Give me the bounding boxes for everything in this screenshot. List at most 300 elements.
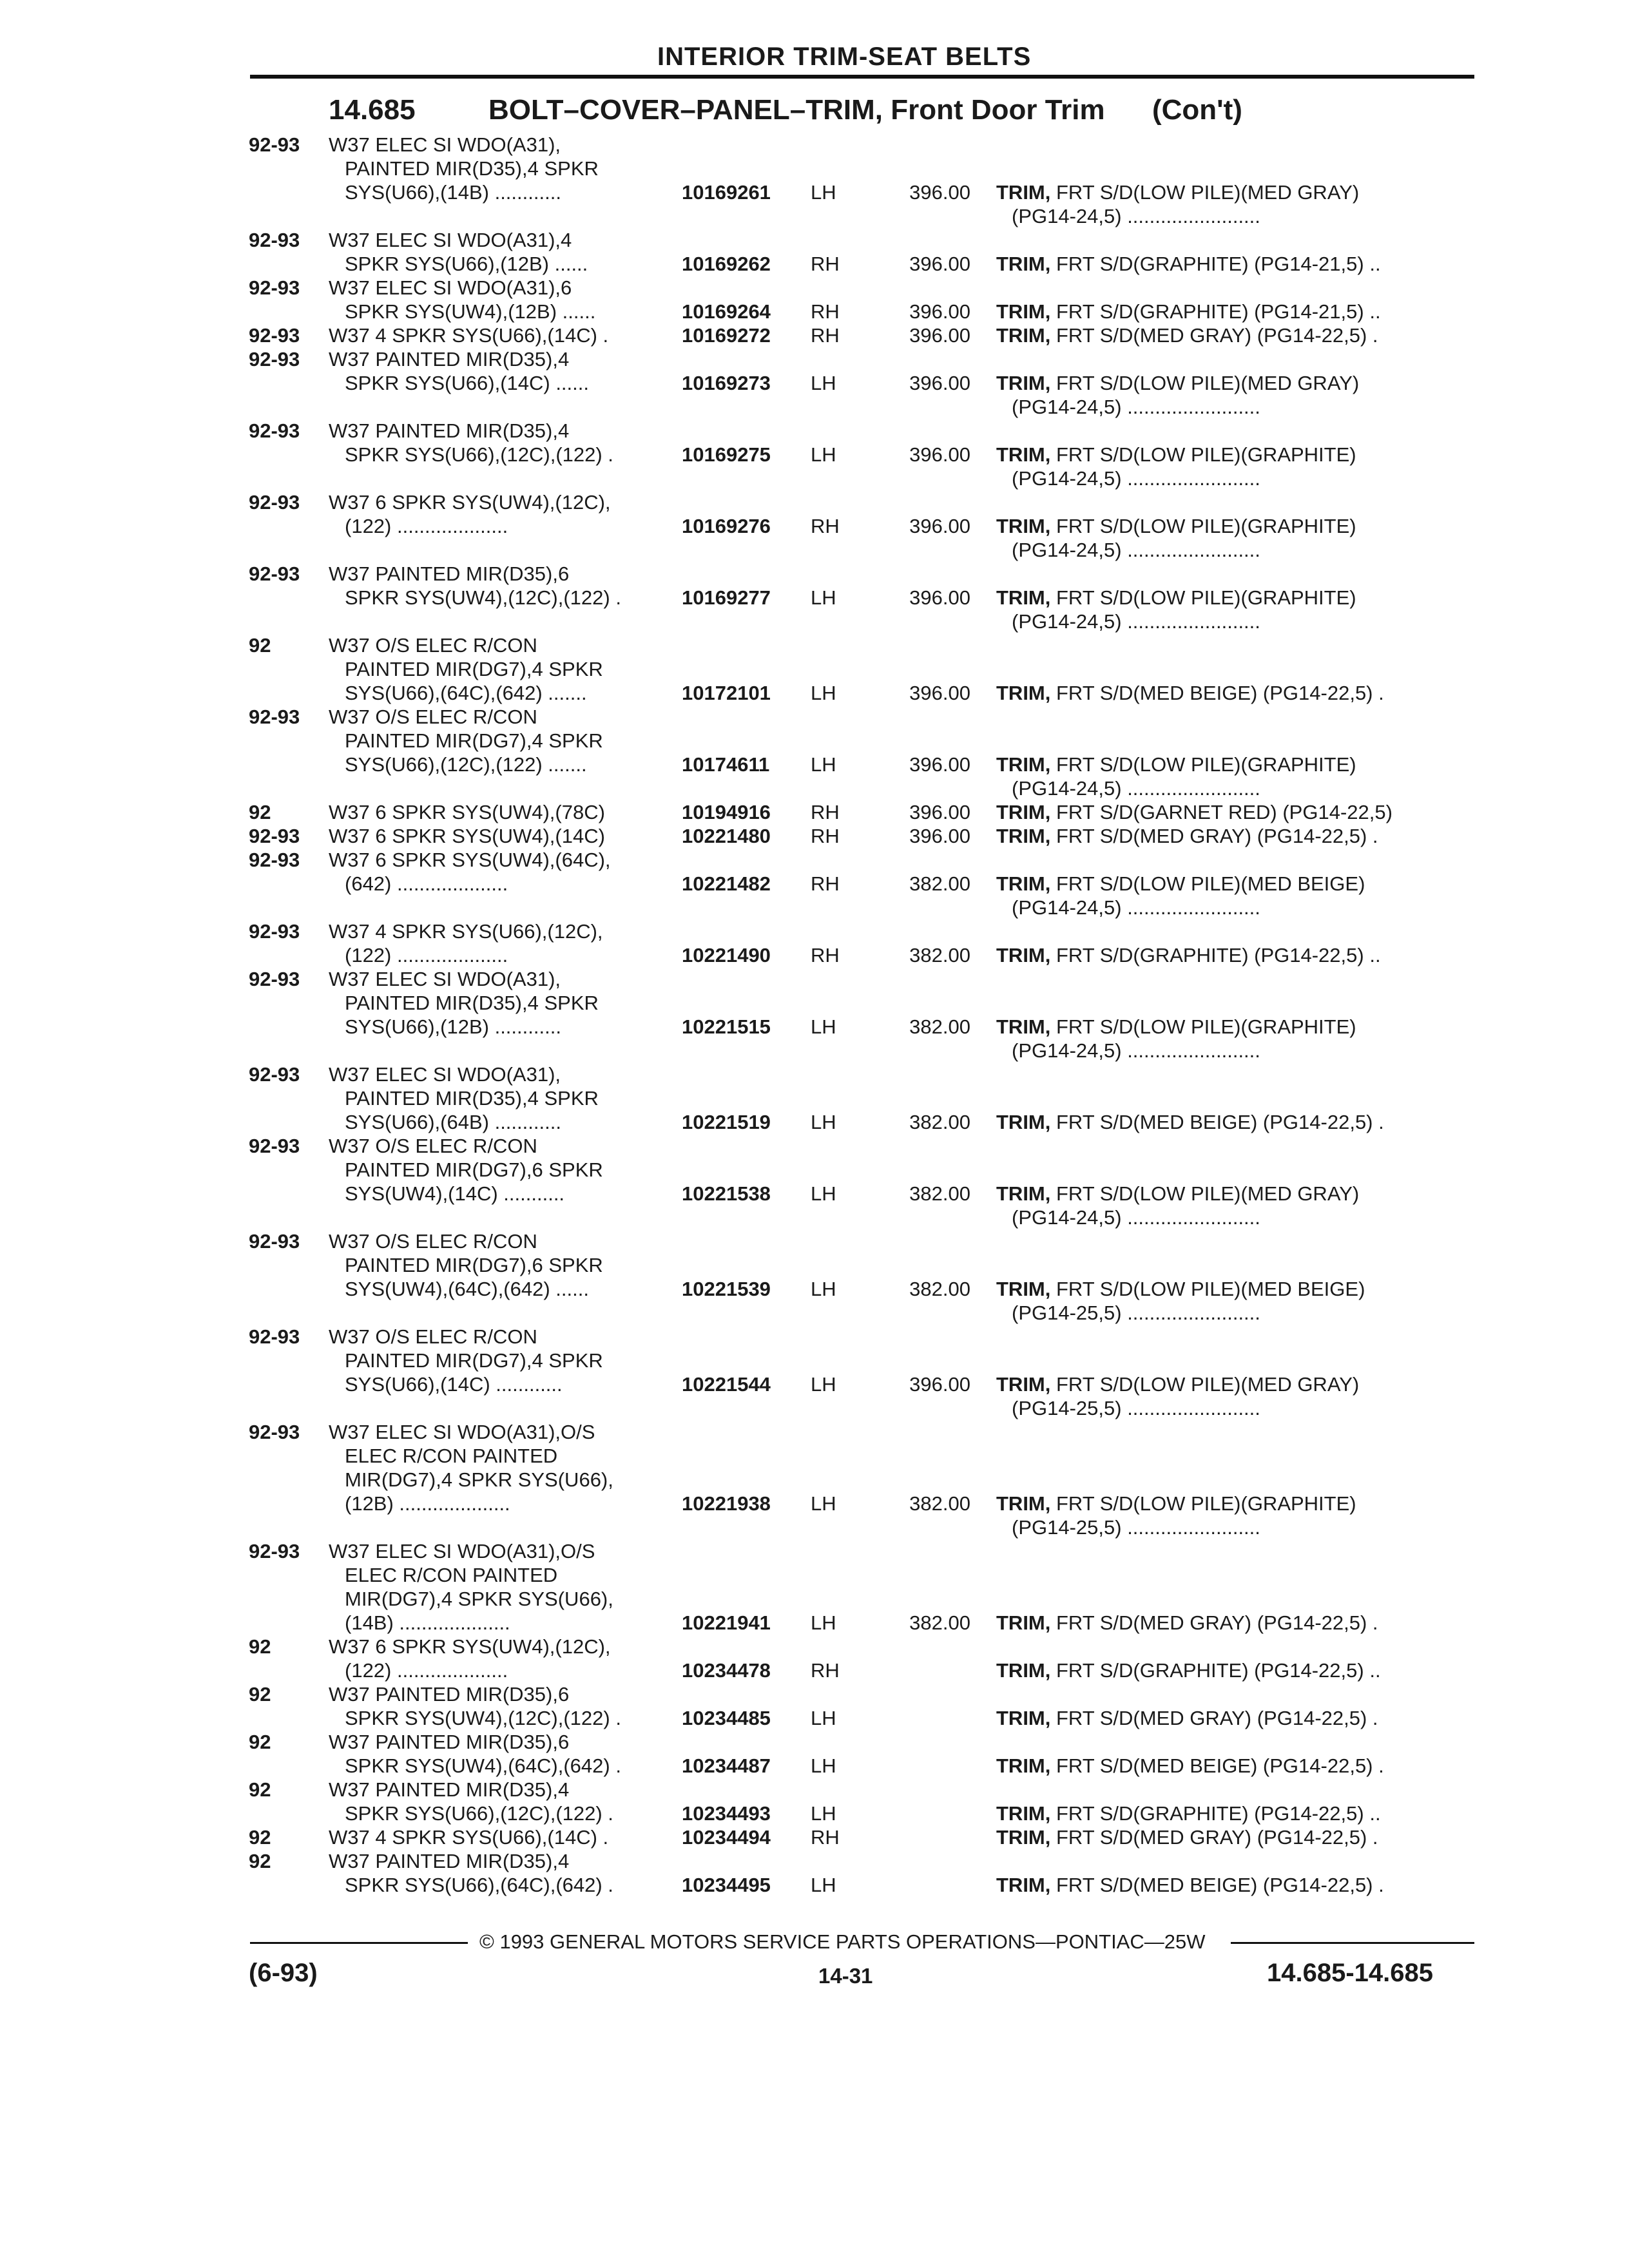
note-keyword: TRIM, — [996, 253, 1051, 275]
row-line — [0, 347, 1629, 371]
description-line: W37 4 SPKR SYS(U66),(14C) . — [329, 324, 609, 347]
description-line: W37 ELEC SI WDO(A31), — [329, 133, 561, 156]
usage-note: TRIM, FRT S/D(GRAPHITE) (PG14-22,5) .. — [996, 1659, 1381, 1682]
description-line: W37 O/S ELEC R/CON — [329, 1230, 537, 1253]
description-line: W37 O/S ELEC R/CON — [329, 1325, 537, 1348]
part-number: 10169261 — [682, 181, 771, 204]
row-line — [0, 1229, 1629, 1253]
row-line — [0, 1658, 1629, 1682]
usage-note: (PG14-24,5) ........................ — [1012, 396, 1260, 418]
row-line — [0, 323, 1629, 347]
row-line — [0, 180, 1629, 204]
row-line — [0, 1086, 1629, 1110]
row-line — [0, 228, 1629, 252]
description-line: SPKR SYS(U66),(12C),(122) . — [345, 1802, 613, 1825]
part-number: 10234485 — [682, 1707, 771, 1729]
usage-note: TRIM, FRT S/D(MED GRAY) (PG14-22,5) . — [996, 1826, 1378, 1849]
price: 396.00 — [909, 300, 970, 323]
description-line: PAINTED MIR(DG7),6 SPKR — [345, 1254, 603, 1276]
row-line — [0, 1182, 1629, 1206]
footer-rule-right — [1231, 1942, 1474, 1944]
price: 382.00 — [909, 1111, 970, 1133]
price: 396.00 — [909, 253, 970, 275]
description-line: (122) .................... — [345, 1659, 508, 1682]
usage-note: TRIM, FRT S/D(MED BEIGE) (PG14-22,5) . — [996, 1754, 1384, 1777]
model-years: 92 — [249, 1826, 271, 1849]
header-rule — [250, 75, 1474, 79]
row-line — [0, 1396, 1629, 1420]
note-keyword: TRIM, — [996, 825, 1051, 847]
usage-note: TRIM, FRT S/D(LOW PILE)(MED GRAY) — [996, 181, 1360, 204]
description-line: MIR(DG7),4 SPKR SYS(U66), — [345, 1468, 613, 1491]
table-row — [0, 1062, 1629, 1134]
note-keyword: TRIM, — [996, 801, 1051, 823]
description-line: SYS(U66),(14B) ............ — [345, 181, 561, 204]
table-row — [0, 323, 1629, 347]
model-years: 92-93 — [249, 491, 300, 514]
group-number: 14.685 — [329, 94, 416, 126]
table-row — [0, 1539, 1629, 1635]
side: LH — [811, 682, 836, 704]
description-line: SYS(U66),(12B) ............ — [345, 1015, 561, 1038]
usage-note: TRIM, FRT S/D(GRAPHITE) (PG14-21,5) .. — [996, 300, 1381, 323]
side: LH — [811, 1373, 836, 1396]
model-years: 92-93 — [249, 849, 300, 871]
row-line — [0, 1206, 1629, 1229]
row-line — [0, 300, 1629, 323]
table-row — [0, 848, 1629, 919]
side: LH — [811, 1111, 836, 1133]
usage-note: TRIM, FRT S/D(LOW PILE)(GRAPHITE) — [996, 1492, 1356, 1515]
description-line: SYS(UW4),(14C) ........... — [345, 1182, 565, 1205]
description-line: W37 ELEC SI WDO(A31),6 — [329, 276, 572, 299]
usage-note: (PG14-25,5) ........................ — [1012, 1516, 1260, 1539]
row-line — [0, 1539, 1629, 1563]
row-line — [0, 633, 1629, 657]
model-years: 92 — [249, 1731, 271, 1753]
usage-note: TRIM, FRT S/D(MED GRAY) (PG14-22,5) . — [996, 825, 1378, 847]
side: RH — [811, 944, 840, 966]
description-line: SYS(U66),(64C),(642) ....... — [345, 682, 587, 704]
part-number: 10221539 — [682, 1278, 771, 1300]
side: LH — [811, 1015, 836, 1038]
row-line — [0, 1563, 1629, 1587]
part-number: 10234478 — [682, 1659, 771, 1682]
description-line: SPKR SYS(U66),(14C) ...... — [345, 372, 589, 394]
side: LH — [811, 1754, 836, 1777]
section-title: INTERIOR TRIM-SEAT BELTS — [657, 43, 1032, 71]
row-line — [0, 490, 1629, 514]
row-line — [0, 1444, 1629, 1468]
part-number: 10221480 — [682, 825, 771, 847]
part-number: 10234494 — [682, 1826, 771, 1849]
part-number: 10234487 — [682, 1754, 771, 1777]
row-line — [0, 562, 1629, 586]
note-keyword: TRIM, — [996, 515, 1051, 537]
row-line — [0, 1015, 1629, 1039]
table-row — [0, 967, 1629, 1062]
row-line — [0, 1754, 1629, 1778]
row-line — [0, 1134, 1629, 1158]
price: 382.00 — [909, 872, 970, 895]
note-keyword: TRIM, — [996, 1802, 1051, 1825]
part-number: 10234495 — [682, 1874, 771, 1896]
usage-note: (PG14-24,5) ........................ — [1012, 539, 1260, 561]
usage-note: (PG14-24,5) ........................ — [1012, 610, 1260, 633]
model-years: 92-93 — [249, 706, 300, 728]
usage-note: TRIM, FRT S/D(GARNET RED) (PG14-22,5) — [996, 801, 1393, 823]
row-line — [0, 729, 1629, 753]
part-number: 10221519 — [682, 1111, 771, 1133]
price: 382.00 — [909, 1015, 970, 1038]
description-line: W37 PAINTED MIR(D35),4 — [329, 1778, 570, 1801]
description-line: SPKR SYS(U66),(12B) ...... — [345, 253, 588, 275]
table-row — [0, 419, 1629, 490]
footer-range: 14.685-14.685 — [1267, 1959, 1434, 1987]
description-line: (122) .................... — [345, 515, 508, 537]
table-row — [0, 1229, 1629, 1325]
price: 396.00 — [909, 515, 970, 537]
model-years: 92-93 — [249, 229, 300, 251]
row-line — [0, 610, 1629, 633]
price: 396.00 — [909, 443, 970, 466]
row-line — [0, 1778, 1629, 1802]
side: RH — [811, 1826, 840, 1849]
table-row — [0, 1778, 1629, 1825]
description-line: W37 ELEC SI WDO(A31), — [329, 968, 561, 990]
description-line: W37 4 SPKR SYS(U66),(12C), — [329, 920, 603, 943]
price: 382.00 — [909, 1611, 970, 1634]
price: 382.00 — [909, 944, 970, 966]
note-keyword: TRIM, — [996, 181, 1051, 204]
price: 396.00 — [909, 682, 970, 704]
part-number: 10169276 — [682, 515, 771, 537]
description-line: W37 6 SPKR SYS(UW4),(64C), — [329, 849, 611, 871]
usage-note: TRIM, FRT S/D(LOW PILE)(MED BEIGE) — [996, 1278, 1365, 1300]
usage-note: (PG14-24,5) ........................ — [1012, 467, 1260, 490]
row-line — [0, 1873, 1629, 1897]
table-row — [0, 133, 1629, 228]
model-years: 92-93 — [249, 348, 300, 370]
row-line — [0, 204, 1629, 228]
row-line — [0, 1682, 1629, 1706]
row-line — [0, 919, 1629, 943]
row-line — [0, 943, 1629, 967]
table-row — [0, 490, 1629, 562]
note-keyword: TRIM, — [996, 372, 1051, 394]
table-row — [0, 347, 1629, 419]
model-years: 92-93 — [249, 920, 300, 943]
usage-note: TRIM, FRT S/D(MED BEIGE) (PG14-22,5) . — [996, 682, 1384, 704]
price: 396.00 — [909, 372, 970, 394]
side: LH — [811, 1611, 836, 1634]
part-number: 10221538 — [682, 1182, 771, 1205]
note-keyword: TRIM, — [996, 1659, 1051, 1682]
description-line: PAINTED MIR(D35),4 SPKR — [345, 1087, 599, 1110]
side: LH — [811, 1874, 836, 1896]
table-row — [0, 1635, 1629, 1682]
note-keyword: TRIM, — [996, 944, 1051, 966]
part-number: 10221515 — [682, 1015, 771, 1038]
description-line: PAINTED MIR(D35),4 SPKR — [345, 992, 599, 1014]
footer-edition: (6-93) — [249, 1959, 318, 1987]
price: 382.00 — [909, 1182, 970, 1205]
table-row — [0, 1325, 1629, 1420]
model-years: 92-93 — [249, 968, 300, 990]
price: 396.00 — [909, 324, 970, 347]
row-line — [0, 1253, 1629, 1277]
part-number: 10169277 — [682, 586, 771, 609]
description-line: W37 6 SPKR SYS(UW4),(12C), — [329, 491, 611, 514]
side: RH — [811, 1659, 840, 1682]
side: RH — [811, 515, 840, 537]
row-line — [0, 1515, 1629, 1539]
side: LH — [811, 1707, 836, 1729]
side: LH — [811, 1182, 836, 1205]
part-number: 10169262 — [682, 253, 771, 275]
usage-note: TRIM, FRT S/D(MED GRAY) (PG14-22,5) . — [996, 324, 1378, 347]
description-line: PAINTED MIR(DG7),4 SPKR — [345, 1349, 603, 1372]
note-keyword: TRIM, — [996, 1278, 1051, 1300]
note-keyword: TRIM, — [996, 1015, 1051, 1038]
description-line: PAINTED MIR(DG7),4 SPKR — [345, 729, 603, 752]
row-line — [0, 872, 1629, 896]
usage-note: TRIM, FRT S/D(MED BEIGE) (PG14-22,5) . — [996, 1111, 1384, 1133]
row-line — [0, 371, 1629, 395]
usage-note: (PG14-24,5) ........................ — [1012, 1039, 1260, 1062]
side: LH — [811, 443, 836, 466]
side: LH — [811, 1802, 836, 1825]
model-years: 92-93 — [249, 419, 300, 442]
usage-note: TRIM, FRT S/D(MED GRAY) (PG14-22,5) . — [996, 1707, 1378, 1729]
row-line — [0, 991, 1629, 1015]
row-line — [0, 967, 1629, 991]
table-row — [0, 228, 1629, 276]
note-keyword: TRIM, — [996, 1373, 1051, 1396]
side: RH — [811, 825, 840, 847]
model-years: 92 — [249, 1778, 271, 1801]
row-line — [0, 776, 1629, 800]
side: LH — [811, 1492, 836, 1515]
usage-note: TRIM, FRT S/D(LOW PILE)(MED GRAY) — [996, 1182, 1360, 1205]
row-line — [0, 1349, 1629, 1372]
description-line: MIR(DG7),4 SPKR SYS(U66), — [345, 1588, 613, 1610]
row-line — [0, 395, 1629, 419]
usage-note: (PG14-24,5) ........................ — [1012, 205, 1260, 227]
usage-note: TRIM, FRT S/D(LOW PILE)(MED GRAY) — [996, 1373, 1360, 1396]
usage-note: TRIM, FRT S/D(LOW PILE)(MED BEIGE) — [996, 872, 1365, 895]
row-line — [0, 1611, 1629, 1635]
description-line: W37 O/S ELEC R/CON — [329, 634, 537, 657]
description-line: SPKR SYS(UW4),(64C),(642) . — [345, 1754, 621, 1777]
description-line: W37 ELEC SI WDO(A31),O/S — [329, 1421, 595, 1443]
row-line — [0, 1420, 1629, 1444]
row-line — [0, 657, 1629, 681]
description-line: SPKR SYS(U66),(12C),(122) . — [345, 443, 613, 466]
table-row — [0, 1420, 1629, 1539]
group-name: BOLT–COVER–PANEL–TRIM, Front Door Trim — [488, 94, 1105, 126]
model-years: 92-93 — [249, 1325, 300, 1348]
row-line — [0, 1825, 1629, 1849]
table-row — [0, 824, 1629, 848]
row-line — [0, 466, 1629, 490]
price: 396.00 — [909, 825, 970, 847]
row-line — [0, 419, 1629, 443]
part-number: 10169272 — [682, 324, 771, 347]
price: 396.00 — [909, 181, 970, 204]
row-line — [0, 753, 1629, 776]
table-row — [0, 1730, 1629, 1778]
table-row — [0, 1682, 1629, 1730]
price: 396.00 — [909, 753, 970, 776]
description-line: SPKR SYS(UW4),(12C),(122) . — [345, 1707, 621, 1729]
model-years: 92-93 — [249, 276, 300, 299]
row-line — [0, 157, 1629, 180]
row-line — [0, 681, 1629, 705]
description-line: W37 ELEC SI WDO(A31),O/S — [329, 1540, 595, 1562]
description-line: W37 PAINTED MIR(D35),6 — [329, 1731, 570, 1753]
model-years: 92-93 — [249, 562, 300, 585]
row-line — [0, 586, 1629, 610]
description-line: PAINTED MIR(D35),4 SPKR — [345, 157, 599, 180]
row-line — [0, 538, 1629, 562]
part-number: 10234493 — [682, 1802, 771, 1825]
description-line: W37 PAINTED MIR(D35),4 — [329, 419, 570, 442]
note-keyword: TRIM, — [996, 586, 1051, 609]
row-line — [0, 1468, 1629, 1492]
usage-note: (PG14-24,5) ........................ — [1012, 777, 1260, 800]
part-number: 10221482 — [682, 872, 771, 895]
description-line: SYS(U66),(14C) ............ — [345, 1373, 563, 1396]
usage-note: TRIM, FRT S/D(GRAPHITE) (PG14-22,5) .. — [996, 1802, 1381, 1825]
usage-note: TRIM, FRT S/D(LOW PILE)(MED GRAY) — [996, 372, 1360, 394]
description-line: W37 6 SPKR SYS(UW4),(14C) — [329, 825, 605, 847]
note-keyword: TRIM, — [996, 753, 1051, 776]
model-years: 92 — [249, 634, 271, 657]
price: 396.00 — [909, 586, 970, 609]
note-keyword: TRIM, — [996, 1874, 1051, 1896]
usage-note: TRIM, FRT S/D(MED BEIGE) (PG14-22,5) . — [996, 1874, 1384, 1896]
description-line: (14B) .................... — [345, 1611, 510, 1634]
description-line: SPKR SYS(UW4),(12B) ...... — [345, 300, 596, 323]
side: LH — [811, 753, 836, 776]
part-number: 10174611 — [682, 753, 770, 776]
row-line — [0, 1635, 1629, 1658]
description-line: SYS(U66),(12C),(122) ....... — [345, 753, 587, 776]
footer-rule-left — [250, 1942, 468, 1944]
row-line — [0, 514, 1629, 538]
row-line — [0, 1730, 1629, 1754]
description-line: W37 PAINTED MIR(D35),6 — [329, 562, 570, 585]
row-line — [0, 133, 1629, 157]
model-years: 92 — [249, 1635, 271, 1658]
description-line: ELEC R/CON PAINTED — [345, 1564, 558, 1586]
description-line: SPKR SYS(U66),(64C),(642) . — [345, 1874, 613, 1896]
side: RH — [811, 872, 840, 895]
usage-note: TRIM, FRT S/D(MED GRAY) (PG14-22,5) . — [996, 1611, 1378, 1634]
description-line: W37 4 SPKR SYS(U66),(14C) . — [329, 1826, 609, 1849]
description-line: PAINTED MIR(DG7),6 SPKR — [345, 1158, 603, 1181]
part-number: 10169264 — [682, 300, 771, 323]
model-years: 92 — [249, 1683, 271, 1706]
row-line — [0, 896, 1629, 919]
note-keyword: TRIM, — [996, 872, 1051, 895]
table-row — [0, 800, 1629, 824]
usage-note: (PG14-25,5) ........................ — [1012, 1302, 1260, 1324]
side: RH — [811, 253, 840, 275]
description-line: ELEC R/CON PAINTED — [345, 1445, 558, 1467]
note-keyword: TRIM, — [996, 1754, 1051, 1777]
description-line: W37 ELEC SI WDO(A31),4 — [329, 229, 572, 251]
row-line — [0, 1110, 1629, 1134]
side: RH — [811, 300, 840, 323]
description-line: W37 PAINTED MIR(D35),6 — [329, 1683, 570, 1706]
description-line: (642) .................... — [345, 872, 508, 895]
row-line — [0, 443, 1629, 466]
note-keyword: TRIM, — [996, 324, 1051, 347]
model-years: 92-93 — [249, 1421, 300, 1443]
table-row — [0, 562, 1629, 633]
row-line — [0, 1802, 1629, 1825]
row-line — [0, 252, 1629, 276]
row-line — [0, 1277, 1629, 1301]
description-line: W37 6 SPKR SYS(UW4),(12C), — [329, 1635, 611, 1658]
side: LH — [811, 586, 836, 609]
description-line: SYS(UW4),(64C),(642) ...... — [345, 1278, 589, 1300]
note-keyword: TRIM, — [996, 1111, 1051, 1133]
part-number: 10221490 — [682, 944, 771, 966]
row-line — [0, 1039, 1629, 1062]
row-line — [0, 1158, 1629, 1182]
side: RH — [811, 324, 840, 347]
group-heading — [0, 94, 1629, 133]
row-line — [0, 800, 1629, 824]
description-line: SYS(U66),(64B) ............ — [345, 1111, 561, 1133]
model-years: 92-93 — [249, 1135, 300, 1157]
usage-note: TRIM, FRT S/D(LOW PILE)(GRAPHITE) — [996, 1015, 1356, 1038]
usage-note: TRIM, FRT S/D(GRAPHITE) (PG14-22,5) .. — [996, 944, 1381, 966]
parts-list — [0, 133, 1629, 1897]
side: LH — [811, 372, 836, 394]
part-number: 10169273 — [682, 372, 771, 394]
table-row — [0, 1849, 1629, 1897]
description-line: PAINTED MIR(DG7),4 SPKR — [345, 658, 603, 680]
model-years: 92 — [249, 1850, 271, 1872]
note-keyword: TRIM, — [996, 682, 1051, 704]
part-number: 10221938 — [682, 1492, 771, 1515]
row-line — [0, 1062, 1629, 1086]
price: 382.00 — [909, 1278, 970, 1300]
price: 396.00 — [909, 801, 970, 823]
table-row — [0, 276, 1629, 323]
usage-note: TRIM, FRT S/D(LOW PILE)(GRAPHITE) — [996, 586, 1356, 609]
group-continued: (Con't) — [1152, 94, 1242, 126]
note-keyword: TRIM, — [996, 1611, 1051, 1634]
usage-note: (PG14-24,5) ........................ — [1012, 896, 1260, 919]
part-number: 10172101 — [682, 682, 771, 704]
description-line: SPKR SYS(UW4),(12C),(122) . — [345, 586, 621, 609]
row-line — [0, 824, 1629, 848]
note-keyword: TRIM, — [996, 300, 1051, 323]
usage-note: TRIM, FRT S/D(LOW PILE)(GRAPHITE) — [996, 515, 1356, 537]
model-years: 92-93 — [249, 825, 300, 847]
description-line: (12B) .................... — [345, 1492, 510, 1515]
part-number: 10194916 — [682, 801, 771, 823]
usage-note: TRIM, FRT S/D(GRAPHITE) (PG14-21,5) .. — [996, 253, 1381, 275]
usage-note: (PG14-25,5) ........................ — [1012, 1397, 1260, 1419]
model-years: 92-93 — [249, 1540, 300, 1562]
table-row — [0, 1825, 1629, 1849]
